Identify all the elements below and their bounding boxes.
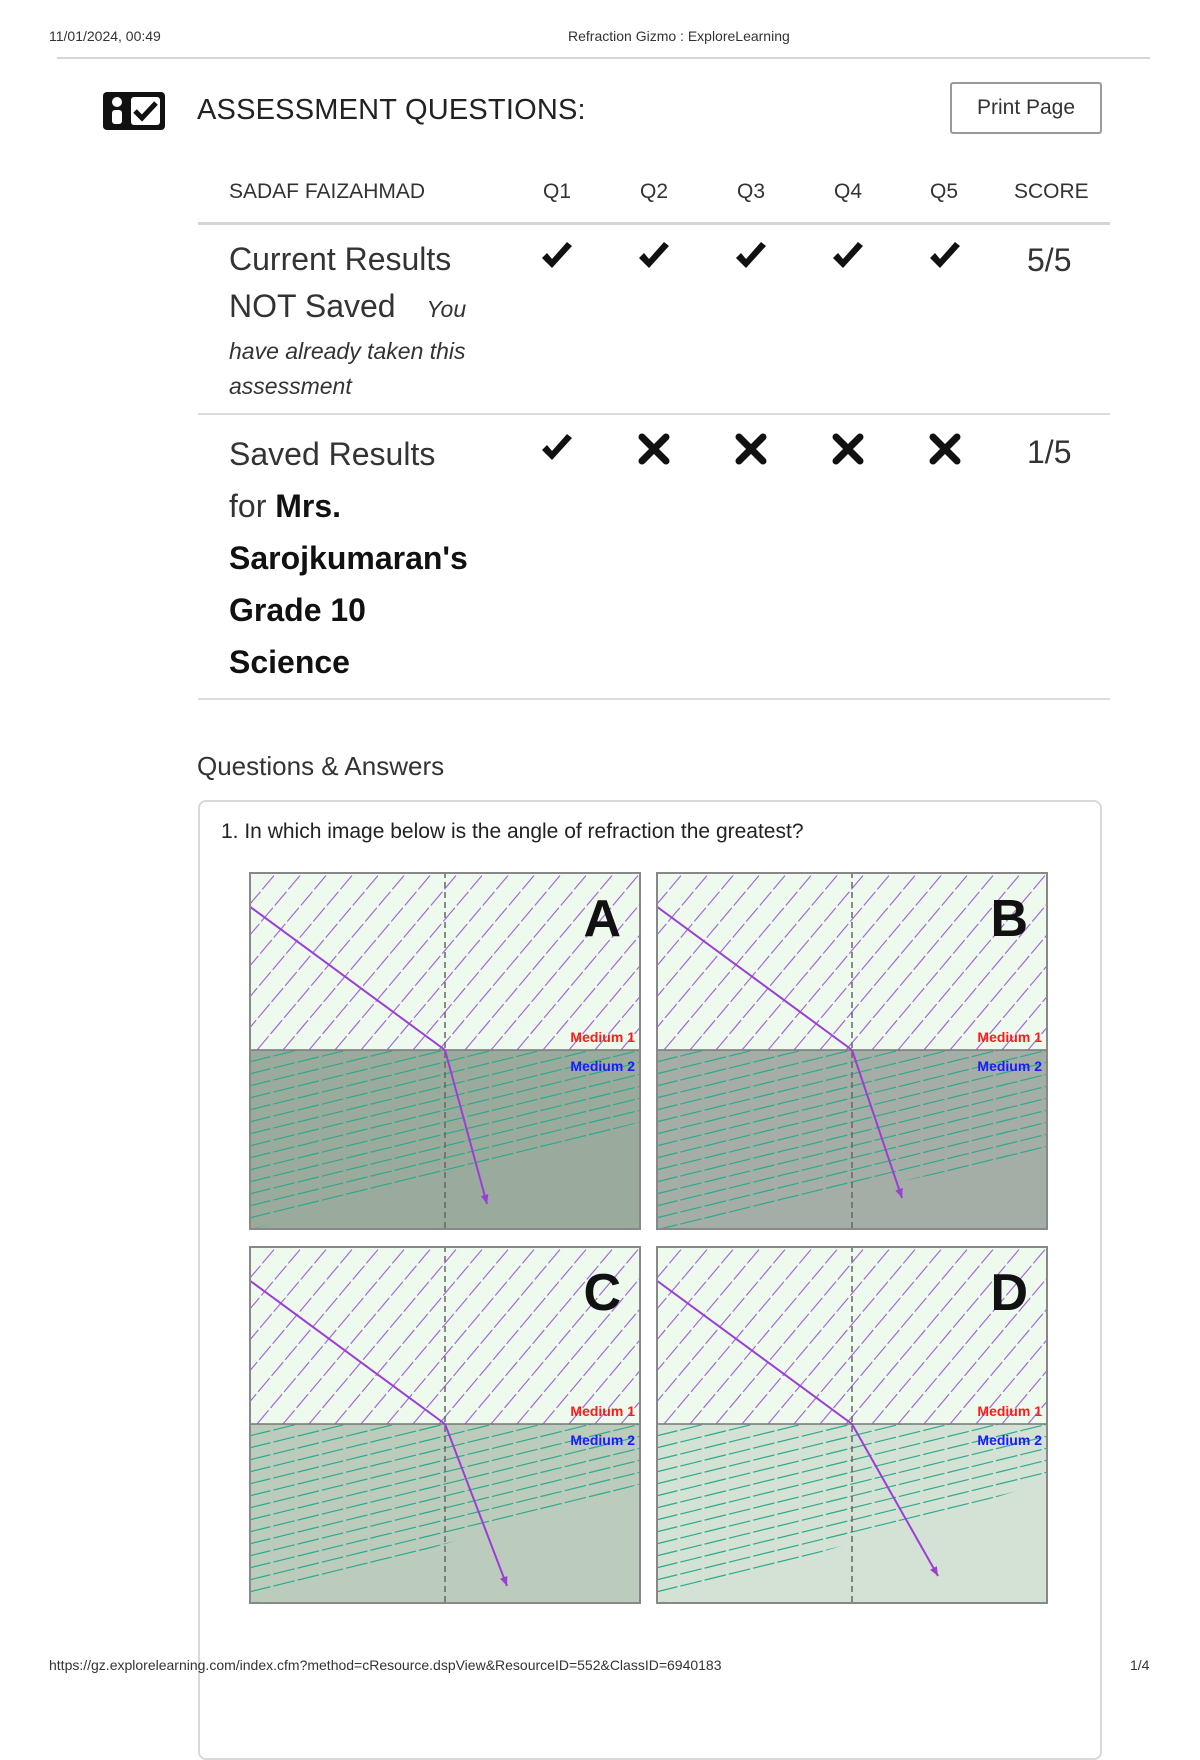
option-letter: C bbox=[583, 1264, 621, 1322]
saved-results-class-grade: Grade 10 bbox=[229, 592, 366, 628]
column-header-q1: Q1 bbox=[543, 180, 572, 203]
medium-2-label: Medium 2 bbox=[570, 1058, 635, 1074]
current-results-note: You bbox=[426, 296, 467, 322]
print-footer-url: https://gz.explorelearning.com/index.cfm?method=cResource.dspView&ResourceID=552&ClassID=6940183 bbox=[49, 1657, 722, 1673]
column-header-q5: Q5 bbox=[930, 180, 959, 203]
option-letter: B bbox=[990, 890, 1028, 948]
medium-1-label: Medium 1 bbox=[977, 1403, 1042, 1419]
current-results-line1: Current Results bbox=[229, 241, 452, 277]
saved-results-teacher-name: Sarojkumaran's bbox=[229, 540, 468, 576]
print-page-button[interactable]: Print Page bbox=[950, 82, 1102, 134]
questions-answers-heading: Questions & Answers bbox=[197, 751, 445, 781]
saved-results-class-subject: Science bbox=[229, 644, 350, 680]
current-q5-check-icon bbox=[927, 239, 963, 275]
medium-1-label: Medium 1 bbox=[977, 1029, 1042, 1045]
note-line-c: assessment bbox=[229, 373, 352, 399]
answer-option-b bbox=[656, 872, 1048, 1230]
assessment-title: ASSESSMENT QUESTIONS: bbox=[197, 94, 586, 126]
column-header-q4: Q4 bbox=[834, 180, 863, 203]
question-1-text: 1. In which image below is the angle of refraction the greatest? bbox=[221, 820, 804, 843]
medium-1-label: Medium 1 bbox=[570, 1403, 635, 1419]
saved-results-teacher-title: Mrs. bbox=[275, 488, 342, 524]
current-results-label bbox=[229, 236, 466, 333]
answer-option-c bbox=[249, 1246, 641, 1604]
saved-results-label bbox=[229, 428, 468, 688]
note-line-b: have already taken this bbox=[229, 338, 466, 364]
saved-results-line1: Saved Results bbox=[229, 436, 436, 472]
saved-q5-cross-icon bbox=[927, 431, 963, 467]
table-header-divider bbox=[198, 222, 1110, 225]
student-name: SADAF FAIZAHMAD bbox=[229, 180, 426, 203]
saved-results-for: for bbox=[229, 488, 267, 524]
current-results-note-continued bbox=[229, 334, 466, 404]
saved-score: 1/5 bbox=[1027, 434, 1072, 470]
medium-1-label: Medium 1 bbox=[570, 1029, 635, 1045]
column-header-q2: Q2 bbox=[640, 180, 669, 203]
column-header-score: SCORE bbox=[1014, 180, 1089, 203]
print-page-number: 1/4 bbox=[1130, 1657, 1150, 1673]
row-divider-2 bbox=[198, 698, 1110, 700]
assessment-checklist-icon bbox=[103, 92, 165, 130]
current-results-line2: NOT Saved bbox=[229, 288, 396, 324]
current-q2-check-icon bbox=[636, 239, 672, 275]
current-q1-check-icon bbox=[539, 239, 575, 275]
current-q4-check-icon bbox=[830, 239, 866, 275]
option-letter: D bbox=[990, 1264, 1028, 1322]
row-divider-1 bbox=[198, 413, 1110, 415]
header-divider bbox=[57, 57, 1150, 59]
saved-q1-check-icon bbox=[539, 431, 575, 467]
current-score: 5/5 bbox=[1027, 242, 1072, 278]
medium-2-label: Medium 2 bbox=[570, 1432, 635, 1448]
saved-q4-cross-icon bbox=[830, 431, 866, 467]
print-datetime: 11/01/2024, 00:49 bbox=[49, 28, 161, 44]
medium-2-label: Medium 2 bbox=[977, 1432, 1042, 1448]
saved-q2-cross-icon bbox=[636, 431, 672, 467]
current-q3-check-icon bbox=[733, 239, 769, 275]
print-page-title: Refraction Gizmo : ExploreLearning bbox=[568, 28, 790, 44]
column-header-q3: Q3 bbox=[737, 180, 766, 203]
answer-option-a bbox=[249, 872, 641, 1230]
medium-2-label: Medium 2 bbox=[977, 1058, 1042, 1074]
option-letter: A bbox=[583, 890, 621, 948]
saved-q3-cross-icon bbox=[733, 431, 769, 467]
answer-option-d bbox=[656, 1246, 1048, 1604]
